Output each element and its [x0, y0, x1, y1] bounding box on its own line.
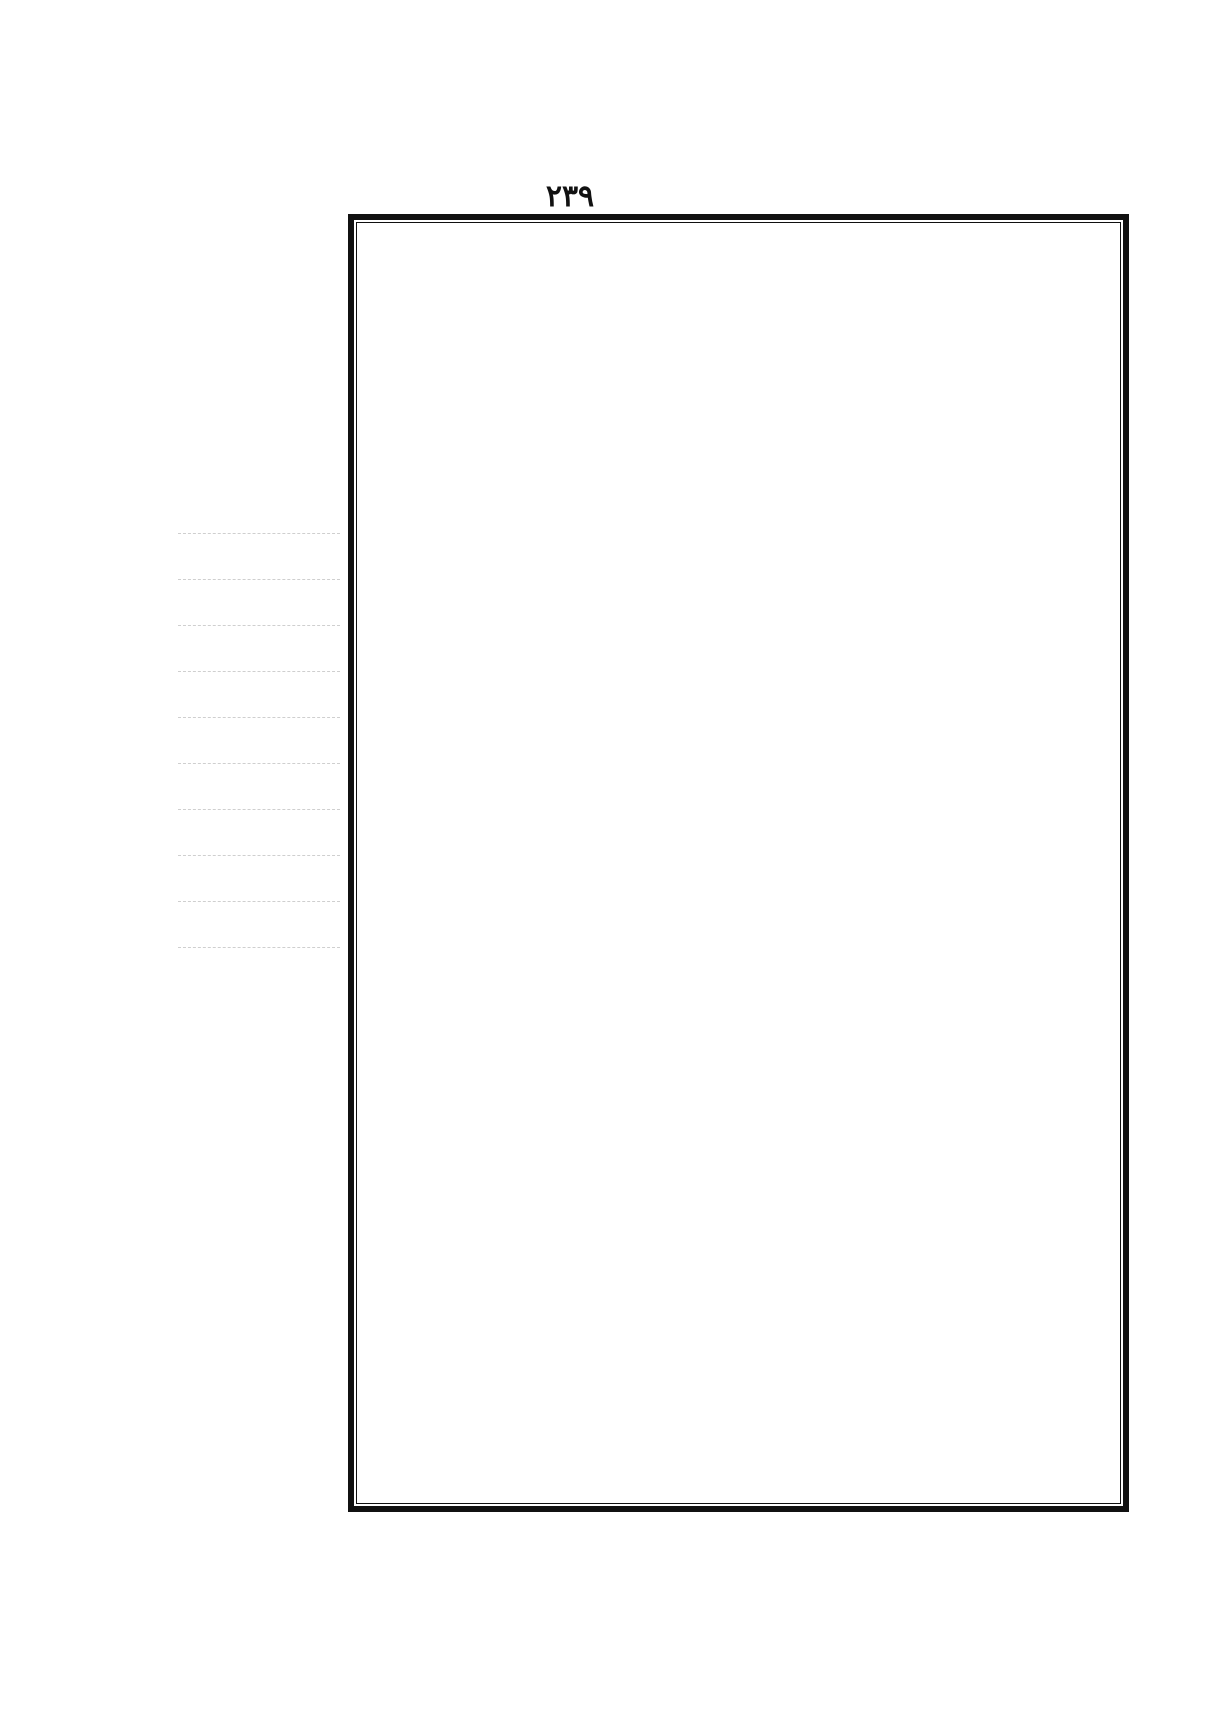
text-line — [374, 1226, 1103, 1284]
text-line — [374, 762, 1103, 820]
margin-note — [140, 566, 340, 594]
text-line — [374, 994, 1103, 1052]
margin-note — [140, 658, 340, 686]
main-text-block — [374, 240, 1103, 1490]
margin-note-text — [178, 855, 340, 858]
margin-note-text — [178, 717, 340, 720]
margin-note — [140, 704, 340, 732]
text-line — [374, 1052, 1103, 1110]
text-line — [374, 588, 1103, 646]
margin-note — [140, 934, 340, 962]
text-line — [374, 356, 1103, 414]
text-line — [374, 240, 1103, 298]
margin-note-text — [178, 901, 340, 904]
page-number: ٢٣٩ — [545, 179, 595, 214]
text-line — [374, 298, 1103, 356]
margin-note — [140, 612, 340, 640]
text-line — [374, 472, 1103, 530]
margin-note — [140, 520, 340, 548]
margin-note — [140, 796, 340, 824]
text-line — [374, 704, 1103, 762]
text-line — [374, 414, 1103, 472]
text-line — [374, 936, 1103, 994]
text-line — [374, 1168, 1103, 1226]
margin-note-text — [178, 533, 340, 536]
text-line — [374, 530, 1103, 588]
text-line — [374, 1284, 1103, 1342]
margin-note-text — [178, 671, 340, 674]
margin-note — [140, 750, 340, 778]
text-line — [374, 646, 1103, 704]
margin-notes — [140, 520, 340, 1220]
margin-note — [140, 842, 340, 870]
text-line — [374, 820, 1103, 878]
text-line — [374, 1342, 1103, 1400]
margin-note — [140, 888, 340, 916]
text-line — [374, 1110, 1103, 1168]
margin-note-text — [178, 763, 340, 766]
margin-note-text — [178, 809, 340, 812]
margin-note-text — [178, 947, 340, 950]
margin-note-text — [178, 625, 340, 628]
text-line — [374, 1400, 1103, 1458]
text-line — [374, 878, 1103, 936]
margin-note-text — [178, 579, 340, 582]
